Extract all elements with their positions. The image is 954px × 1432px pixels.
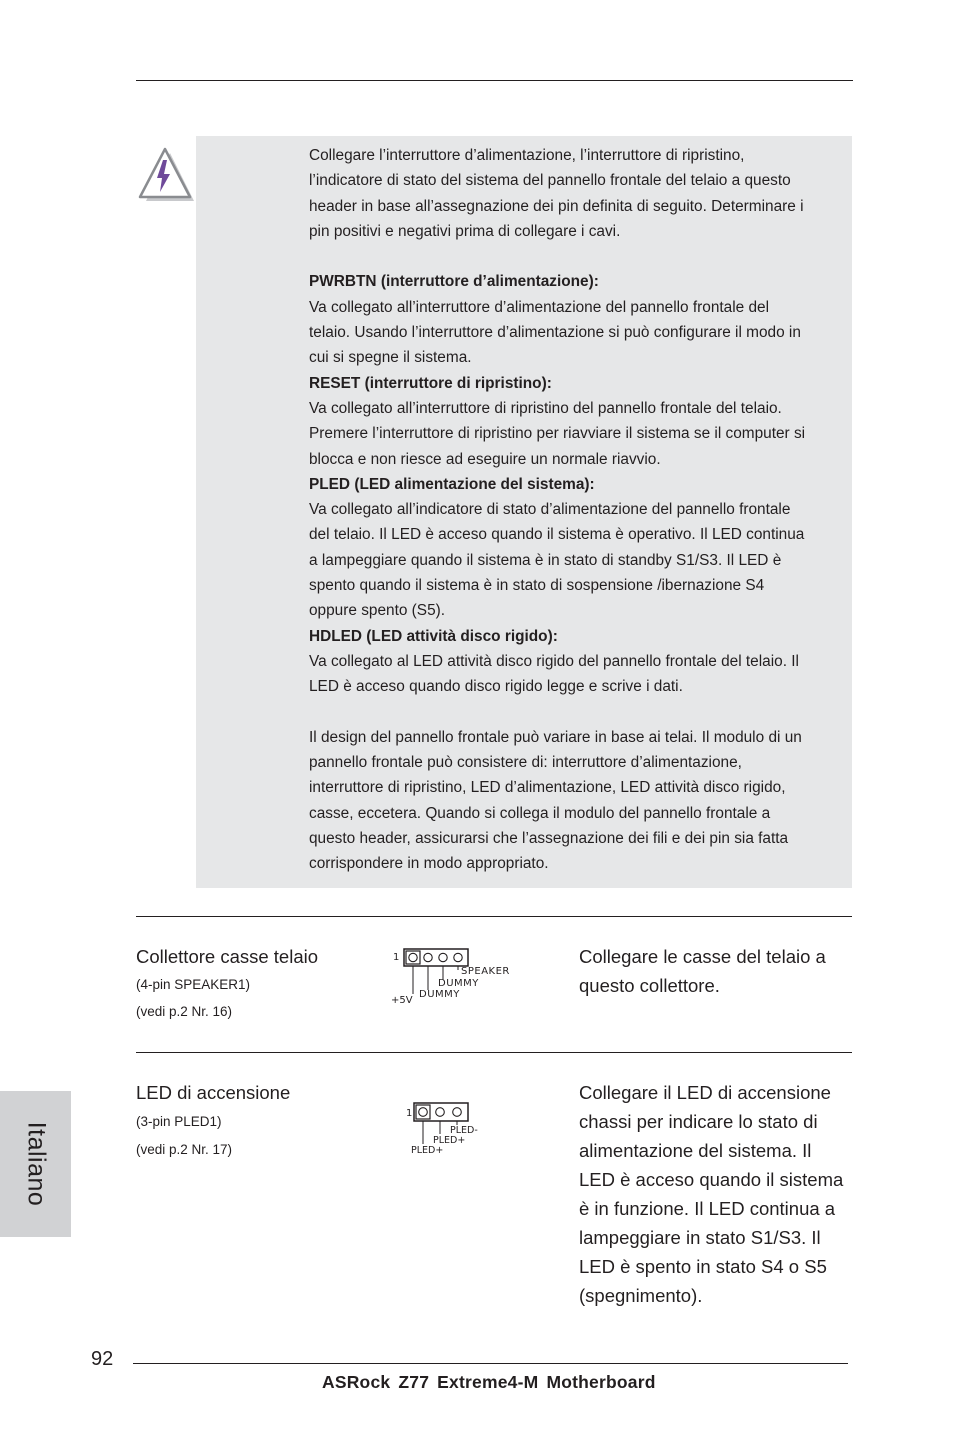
language-side-tab (0, 1091, 71, 1237)
speaker-pin1-label: 1 (393, 952, 400, 963)
pwrbtn-heading: PWRBTN (interruttore d’alimentazione): (309, 273, 599, 291)
footer-rule (133, 1363, 848, 1364)
pled-plus-label-2: PLED+ (411, 1145, 444, 1156)
power-led-description: Collegare il LED di accensione chassi per indicare lo stato di alimentazione del sistema. Il LED è acceso quando il sistema è in funzione. Il LED continua a lampeggiare in stato S1/S3. Il LED è spento in stato S4 o S5 (spegnimento). (579, 1082, 844, 1306)
pwrbtn-text: Va collegato all’interruttore d’alimentazione del pannello frontale del telaio. Usando l’interruttore d’alimentazione si può configurare il modo in cui si spegne il sistema. (309, 298, 801, 367)
reset-heading: RESET (interruttore di ripristino): (309, 374, 552, 392)
power-led-ref: (vedi p.2 Nr. 17) (136, 1142, 233, 1157)
page-number: 92 (91, 1348, 114, 1370)
section-rule-speaker (136, 916, 852, 917)
note-intro: Collegare l’interruttore d’alimentazione, l’interruttore di ripristino, l’indicatore di stato del sistema del pannello frontale del telaio a questo header in base all’assegnazione dei pin definita di seguito. Determinare i pin positivi e negativi prima di collegare i cavi. (309, 147, 804, 240)
language-label: Italiano (22, 1121, 50, 1207)
dummy-label-1: DUMMY (438, 978, 479, 989)
pled-header-diagram (404, 1100, 490, 1156)
speaker-ref: (vedi p.2 Nr. 16) (136, 1004, 233, 1019)
design-text: Il design del pannello frontale può variare in base ai telai. Il modulo di un pannello frontale può consistere di: interruttore d’alimentazione, interruttore di ripristino, LED d’alimentazione, LED attività disco rigido, casse, eccetera. Quando si collega il modulo del pannello frontale a questo header, assicurarsi che l’assegnazione dei fili e dei pin sia fatta corrispondere in modo appropriato. (309, 728, 802, 873)
speaker-header-diagram (388, 944, 520, 1006)
plus5v-label: +5V (391, 995, 413, 1006)
pled-minus-label: PLED- (450, 1125, 478, 1136)
hdled-heading: HDLED (LED attività disco rigido): (309, 627, 558, 645)
power-led-pins: (3-pin PLED1) (136, 1114, 222, 1129)
pled-pin1-label: 1 (406, 1108, 413, 1119)
pled-heading: PLED (LED alimentazione del sistema): (309, 475, 595, 493)
speaker-pins: (4-pin SPEAKER1) (136, 977, 251, 992)
power-led-title: LED di accensione (136, 1082, 291, 1103)
warning-lightning-icon (136, 144, 198, 204)
section-rule-power-led (136, 1052, 852, 1053)
pled-plus-label-1: PLED+ (433, 1135, 466, 1146)
speaker-description: Collegare le casse del telaio a questo collettore. (579, 946, 826, 996)
footer-title: ASRock Z77 Extreme4-M Motherboard (322, 1372, 656, 1392)
reset-text: Va collegato all’interruttore di ripristino del pannello frontale del telaio. Premere l’interruttore di ripristino per riavviare il sistema se il computer si blocca e non riesce ad eseguire un normale riavvio. (309, 399, 806, 468)
pled-text: Va collegato all’indicatore di stato d’alimentazione del pannello frontale del telaio. Il LED è acceso quando il sistema è operativo. Il LED continua a lampeggiare quando il sistema è in stato di standby S1/S3. Il LED è spento quando il sistema è in stato di sospensione /ibernazione S4 oppure spento (S5). (309, 501, 805, 620)
header-rule (136, 80, 853, 81)
speaker-title: Collettore casse telaio (136, 946, 319, 967)
speaker-label: SPEAKER (461, 966, 510, 977)
hdled-text: Va collegato al LED attività disco rigido del pannello frontale del telaio. Il LED è acceso quando disco rigido legge e scrive i dati. (309, 652, 799, 696)
dummy-label-2: DUMMY (419, 989, 460, 1000)
note-text (309, 143, 854, 877)
